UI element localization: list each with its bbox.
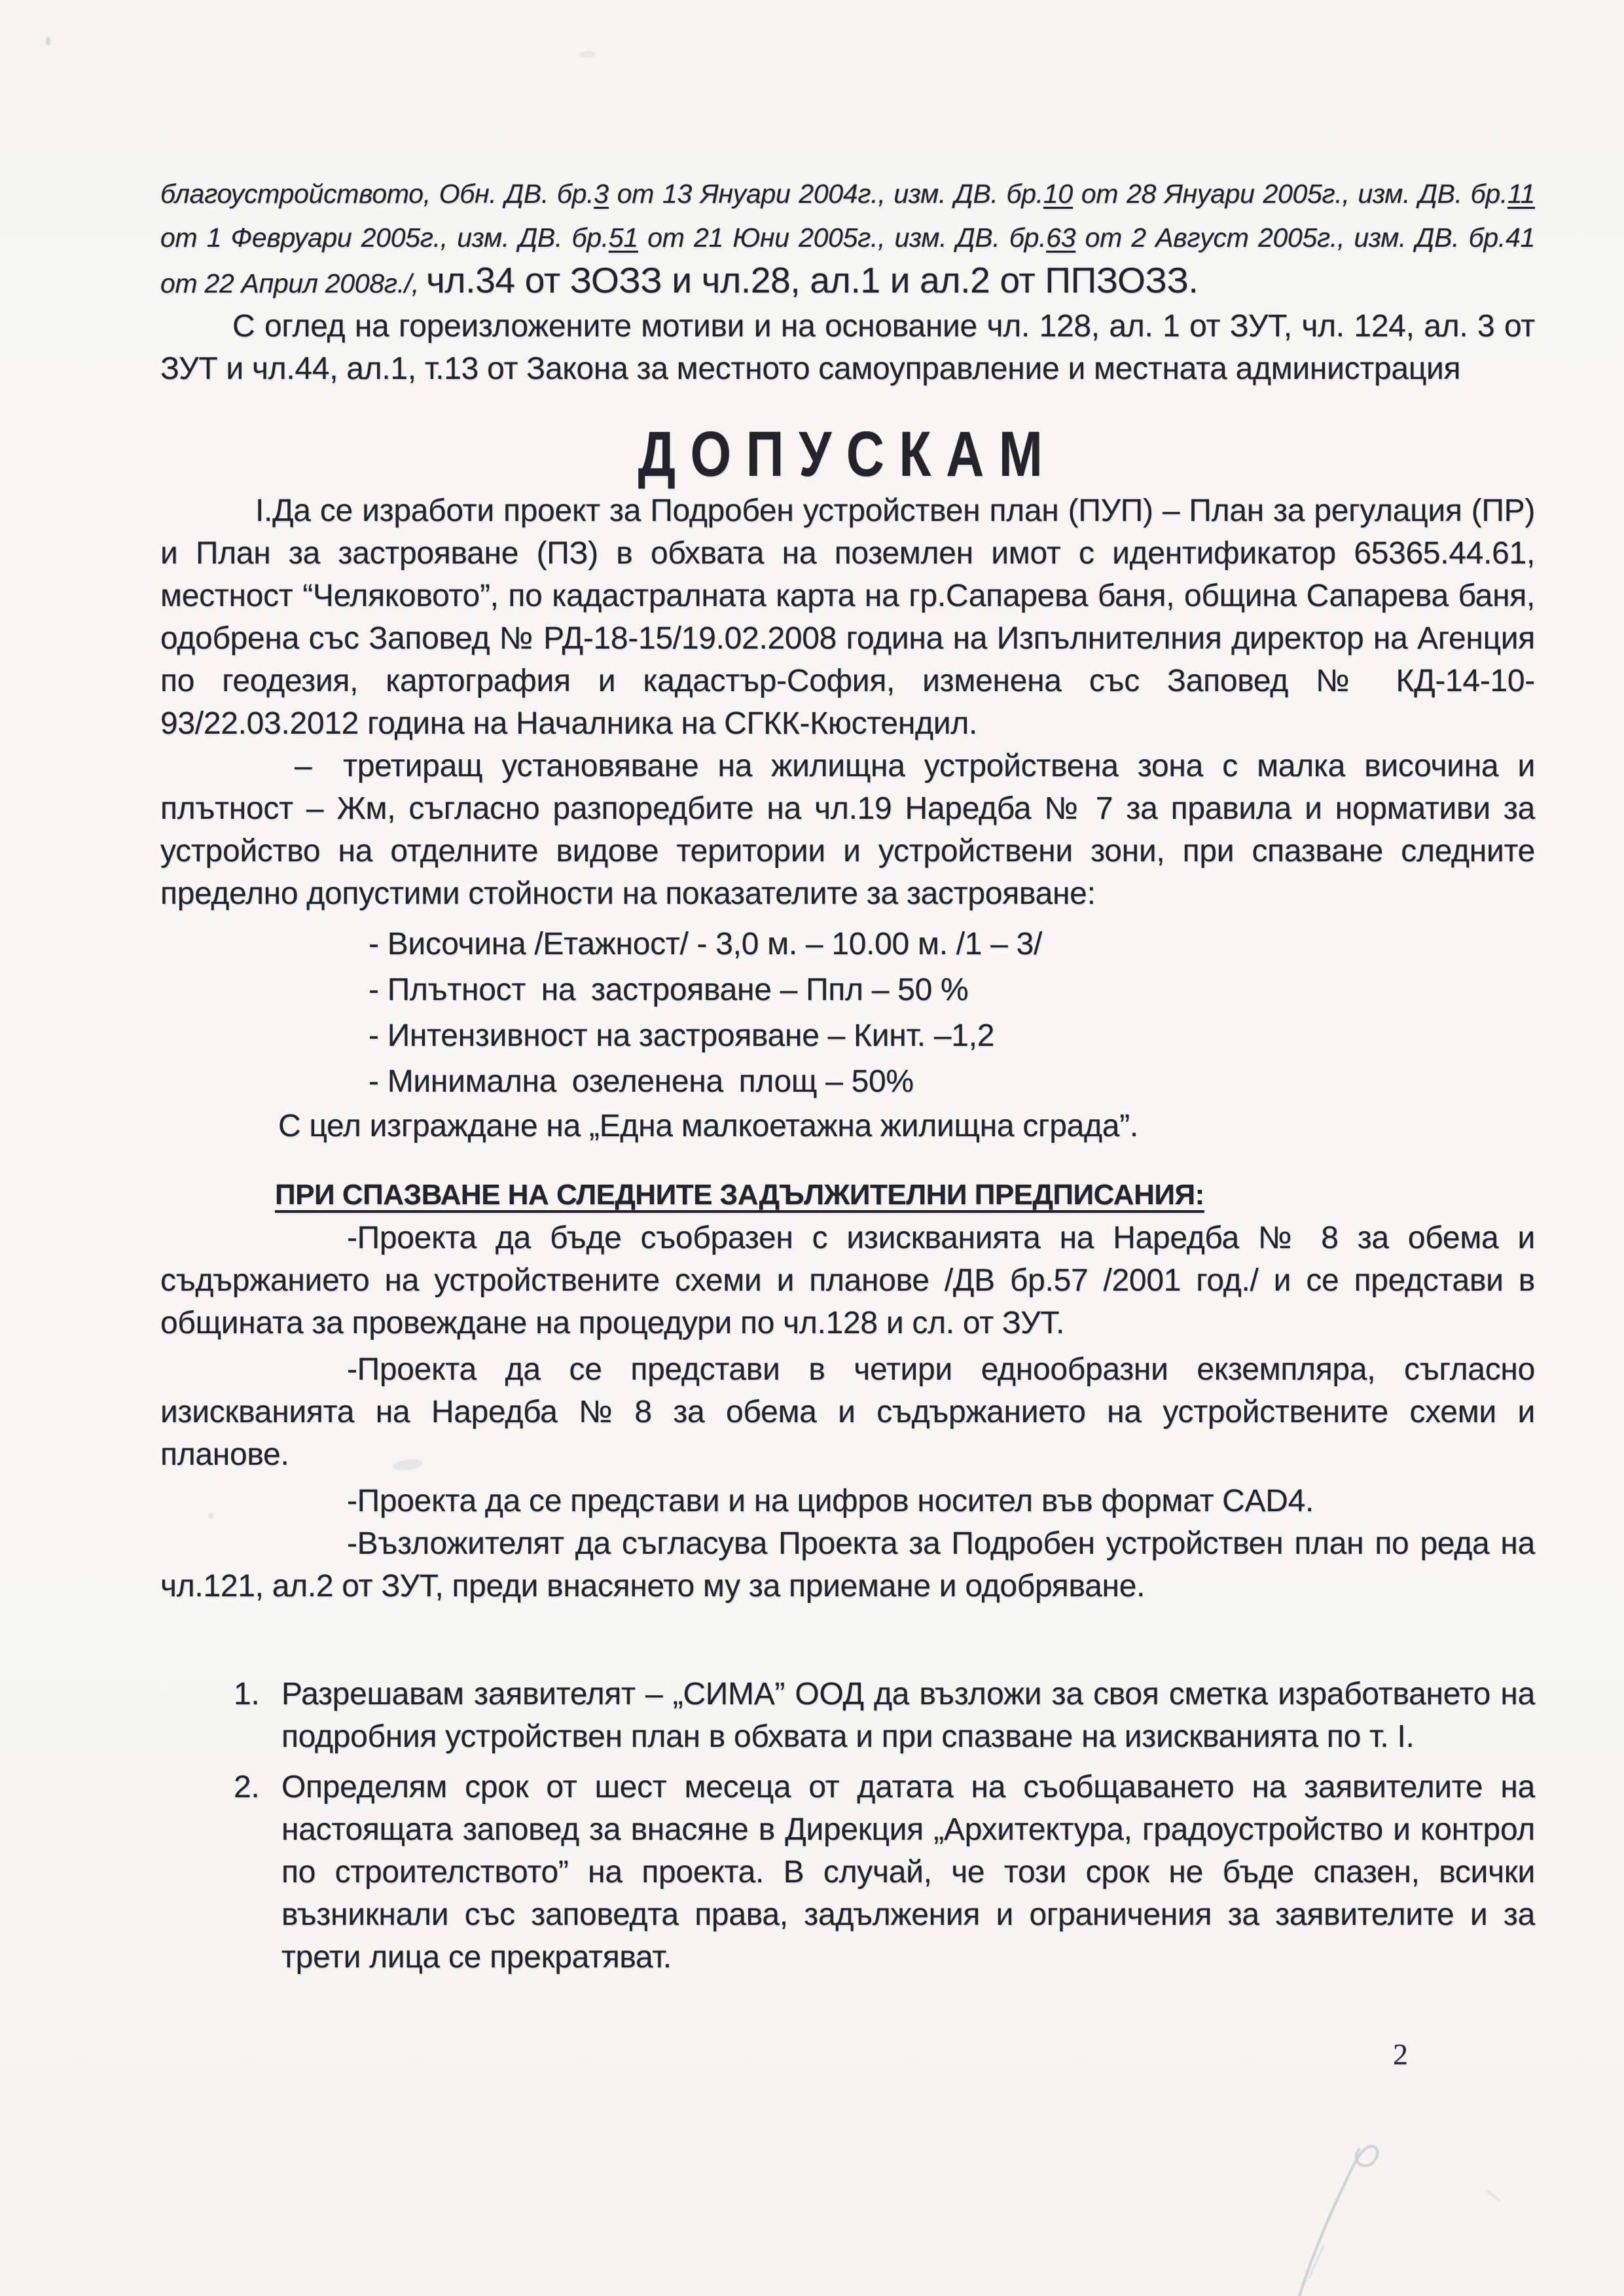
issue-number-underlined: 10 bbox=[1043, 179, 1073, 209]
decisions-list bbox=[160, 1673, 1535, 1979]
scan-artifact bbox=[579, 51, 596, 58]
amendments-text: от 1 Февруари 2005г., изм. ДВ. бр. bbox=[160, 223, 609, 253]
list-item-density: - Плътност на застрояване – Ппл – 50 % bbox=[369, 973, 969, 1007]
list-item-green-area: - Минимална озеленена площ – 50% bbox=[369, 1064, 914, 1099]
document-content bbox=[160, 171, 1535, 1979]
list-item-height: - Височина /Етажност/ - 3,0 м. – 10.00 м. /1 – 3/ bbox=[369, 927, 1043, 961]
list-number: 2. bbox=[234, 1770, 260, 1804]
paragraph-prescription-3: -Проекта да се представи и на цифров носител във формат CAD4. bbox=[347, 1484, 1314, 1518]
handwritten-pencil-mark bbox=[1231, 2081, 1440, 2296]
paragraph-prescription-2: -Проекта да се представи в четири еднообразни екземпляра, съгласно изискванията на Наредба № 8 за обема и съдържанието на устройствените схеми и планове. bbox=[160, 1352, 1535, 1472]
zone-parameters-list bbox=[160, 922, 1535, 1105]
amendments-text: от 2 Август 2005г., изм. ДВ. бр.41 от 22 Април 2008г./, bbox=[160, 223, 1535, 298]
scan-artifact bbox=[46, 37, 50, 46]
list-number: 1. bbox=[234, 1677, 260, 1712]
decision-text: Определям срок от шест месеца от датата на съобщаването на заявителите на настоящата заповед за внасяне в Дирекция „Архитектура, градоустройство и контрол по строителството” на проекта. В случай, че този срок не бъде спазен, всички възникнали със заповедта права, задължения и ограничения за заявителите и за трети лица се прекратяват. bbox=[281, 1770, 1535, 1975]
issue-number-underlined: 3 bbox=[594, 179, 609, 209]
scan-artifact bbox=[1485, 2188, 1502, 2203]
paragraph-motives: С оглед на гореизложените мотиви и на основание чл. 128, ал. 1 от ЗУТ, чл. 124, ал. 3 от ЗУТ и чл.44, ал.1, т.13 от Закона за местното самоуправление и местната администрация bbox=[160, 309, 1535, 386]
scan-artifact bbox=[208, 1513, 213, 1518]
issue-number-underlined: 51 bbox=[608, 223, 638, 253]
paragraph-goal: С цел изграждане на „Една малкоетажна жилищна сграда”. bbox=[278, 1109, 1138, 1143]
list-item-decision-1 bbox=[160, 1673, 1535, 1758]
amendments-text: от 13 Януари 2004г., изм. ДВ. бр. bbox=[608, 179, 1043, 209]
heading-prescriptions: ПРИ СПАЗВАНЕ НА СЛЕДНИТЕ ЗАДЪЛЖИТЕЛНИ ПРЕДПИСАНИЯ: bbox=[275, 1179, 1204, 1211]
paragraph-zone-rules: – третиращ установяване на жилищна устройствена зона с малка височина и плътност – Жм, съгласно разпоредбите на чл.19 Наредба № 7 за правила и нормативи за устройство на отделните видове територии и устройствени зони, при спазване следните пределно допустими стойности на показателите за застрояване: bbox=[160, 749, 1535, 911]
paragraph-prescription-4: -Възложителят да съгласува Проекта за Подробен устройствен план по реда на чл.121, ал.2 от ЗУТ, преди внасянето му за приемане и одобряване. bbox=[160, 1526, 1535, 1604]
paragraph-plan-scope: І.Да се изработи проект за Подробен устройствен план (ПУП) – План за регулация (ПР) и План за застрояване (ПЗ) в обхвата на поземлен имот с идентификатор 65365.44.61, местност “Челяковото”, по кадастралната карта на гр.Сапарева баня, община Сапарева баня, одобрена със Заповед № РД-18-15/19.02.2008 година на Изпълнителния директор на Агенция по геодезия, картография и кадастър-София, изменена със Заповед № КД-14-10-93/22.03.2012 година на Началника на СГКК-Кюстендил. bbox=[160, 493, 1535, 741]
amendments-text: благоустройството, Обн. ДВ. бр. bbox=[160, 179, 594, 209]
page-number: 2 bbox=[1393, 2037, 1408, 2071]
paragraph-prescription-1: -Проекта да бъде съобразен с изискванията на Наредба № 8 за обема и съдържанието на устройствените схеми и планове /ДВ бр.57 /2001 год./ и се представи в общината за провеждане на процедури по чл.128 и сл. от ЗУТ. bbox=[160, 1221, 1535, 1340]
amendments-text: от 21 Юни 2005г., изм. ДВ. бр. bbox=[638, 223, 1047, 253]
list-item-decision-2 bbox=[160, 1766, 1535, 1979]
paragraph-amendments bbox=[160, 171, 1535, 305]
amendments-text: от 28 Януари 2005г., изм. ДВ. бр. bbox=[1072, 179, 1508, 209]
list-item-intensity: - Интензивност на застрояване – Кинт. –1,2 bbox=[369, 1018, 995, 1053]
amendments-legal-basis: чл.34 от ЗОЗЗ и чл.28, ал.1 и ал.2 от ППЗОЗЗ. bbox=[426, 260, 1199, 300]
issue-number-underlined: 63 bbox=[1046, 223, 1076, 253]
decision-text: Разрешавам заявителят – „СИМА” ООД да възложи за своя сметка изработването на подробния устройствен план в обхвата и при спазване на изискванията по т. І. bbox=[281, 1677, 1535, 1754]
heading-dopuskam: ДОПУСКАМ bbox=[638, 418, 1058, 490]
issue-number-underlined: 11 bbox=[1507, 179, 1535, 209]
